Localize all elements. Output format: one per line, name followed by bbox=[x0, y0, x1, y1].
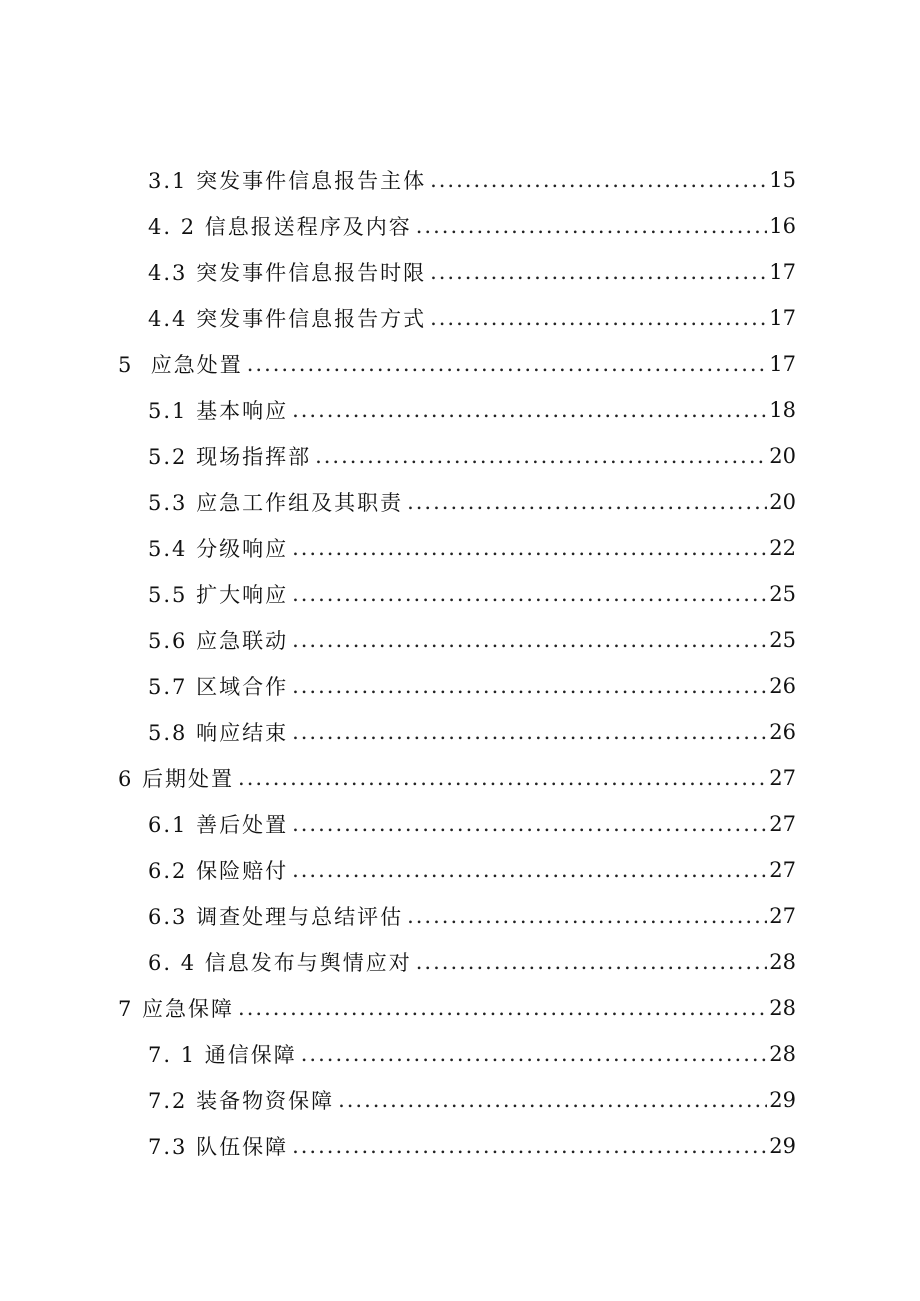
toc-entry-page: 22 bbox=[769, 536, 796, 560]
toc-dot-leader bbox=[430, 260, 767, 284]
toc-entry[interactable] bbox=[0, 847, 796, 893]
toc-entry[interactable] bbox=[0, 387, 796, 433]
toc-dot-leader bbox=[430, 168, 767, 192]
toc-entry-page: 17 bbox=[769, 352, 796, 376]
toc-entry-page: 20 bbox=[769, 490, 796, 514]
toc-entry[interactable] bbox=[0, 663, 796, 709]
toc-dot-leader bbox=[407, 904, 767, 928]
toc-entry-page: 27 bbox=[769, 904, 796, 928]
toc-entry[interactable] bbox=[0, 1123, 796, 1169]
toc-dot-leader bbox=[292, 858, 767, 882]
toc-entry[interactable] bbox=[0, 295, 796, 341]
toc-entry-label: 3.1 突发事件信息报告主体 bbox=[148, 169, 427, 193]
toc-dot-leader bbox=[416, 950, 768, 974]
toc-entry-page: 26 bbox=[769, 720, 796, 744]
toc-dot-leader bbox=[292, 536, 767, 560]
toc-entry[interactable] bbox=[0, 433, 796, 479]
toc-dot-leader bbox=[416, 214, 768, 238]
toc-entry[interactable] bbox=[0, 157, 796, 203]
toc-entry-page: 28 bbox=[769, 996, 796, 1020]
toc-entry-page: 29 bbox=[769, 1134, 796, 1158]
toc-entry-label: 7. 1 通信保障 bbox=[148, 1043, 297, 1067]
toc-entry[interactable] bbox=[0, 1031, 796, 1077]
toc-section-entry[interactable] bbox=[0, 985, 796, 1031]
toc-entry[interactable] bbox=[0, 709, 796, 755]
toc-entry-label: 4.4 突发事件信息报告方式 bbox=[148, 307, 427, 331]
toc-entry-label: 7.2 装备物资保障 bbox=[148, 1089, 335, 1113]
toc-entry[interactable] bbox=[0, 203, 796, 249]
toc-entry-label: 7.3 队伍保障 bbox=[148, 1135, 289, 1159]
toc-entry[interactable] bbox=[0, 801, 796, 847]
toc-entry-label: 4.3 突发事件信息报告时限 bbox=[148, 261, 427, 285]
toc-entry-label: 5 应急处置 bbox=[118, 353, 243, 377]
toc-entry-page: 28 bbox=[769, 1042, 796, 1066]
toc-entry-page: 27 bbox=[769, 812, 796, 836]
toc-entry-page: 25 bbox=[769, 582, 796, 606]
toc-dot-leader bbox=[292, 1134, 767, 1158]
toc-entry-label: 5.1 基本响应 bbox=[148, 399, 289, 423]
toc-entry-label: 5.4 分级响应 bbox=[148, 537, 289, 561]
toc-entry[interactable] bbox=[0, 571, 796, 617]
toc-entry-page: 18 bbox=[769, 398, 796, 422]
toc-entry[interactable] bbox=[0, 1077, 796, 1123]
toc-dot-leader bbox=[292, 674, 767, 698]
toc-dot-leader bbox=[301, 1042, 768, 1066]
toc-dot-leader bbox=[292, 398, 767, 422]
toc-entry-page: 25 bbox=[769, 628, 796, 652]
toc-entry-label: 7 应急保障 bbox=[118, 997, 235, 1021]
toc-dot-leader bbox=[292, 582, 767, 606]
toc-section-entry[interactable] bbox=[0, 341, 796, 387]
toc-entry-page: 17 bbox=[769, 306, 796, 330]
toc-entry[interactable] bbox=[0, 893, 796, 939]
toc-entry-label: 5.5 扩大响应 bbox=[148, 583, 289, 607]
toc-dot-leader bbox=[247, 352, 768, 376]
toc-entry-page: 20 bbox=[769, 444, 796, 468]
toc-dot-leader bbox=[315, 444, 767, 468]
toc-dot-leader bbox=[238, 766, 767, 790]
toc-entry-label: 5.6 应急联动 bbox=[148, 629, 289, 653]
toc-entry-label: 5.8 响应结束 bbox=[148, 721, 289, 745]
toc-entry-page: 15 bbox=[769, 168, 796, 192]
toc-entry-page: 28 bbox=[769, 950, 796, 974]
toc-entry-label: 5.7 区域合作 bbox=[148, 675, 289, 699]
toc-entry-page: 16 bbox=[769, 214, 796, 238]
toc-entry[interactable] bbox=[0, 249, 796, 295]
toc-entry-label: 5.3 应急工作组及其职责 bbox=[148, 491, 404, 515]
toc-entry-label: 5.2 现场指挥部 bbox=[148, 445, 312, 469]
toc-entry-label: 6.3 调查处理与总结评估 bbox=[148, 905, 404, 929]
toc-dot-leader bbox=[238, 996, 767, 1020]
toc-dot-leader bbox=[430, 306, 767, 330]
toc-entry-label: 6.1 善后处置 bbox=[148, 813, 289, 837]
toc-dot-leader bbox=[292, 628, 767, 652]
toc-entry-page: 27 bbox=[769, 766, 796, 790]
table-of-contents bbox=[0, 157, 920, 1169]
toc-dot-leader bbox=[407, 490, 767, 514]
toc-entry-page: 26 bbox=[769, 674, 796, 698]
toc-entry-page: 17 bbox=[769, 260, 796, 284]
toc-entry-page: 29 bbox=[769, 1088, 796, 1112]
toc-entry-page: 27 bbox=[769, 858, 796, 882]
toc-entry[interactable] bbox=[0, 939, 796, 985]
toc-dot-leader bbox=[292, 720, 767, 744]
toc-entry[interactable] bbox=[0, 479, 796, 525]
toc-entry-label: 4. 2 信息报送程序及内容 bbox=[148, 215, 412, 239]
toc-section-entry[interactable] bbox=[0, 755, 796, 801]
toc-dot-leader bbox=[292, 812, 767, 836]
toc-entry-label: 6. 4 信息发布与舆情应对 bbox=[148, 951, 412, 975]
toc-entry-label: 6.2 保险赔付 bbox=[148, 859, 289, 883]
toc-entry-label: 6 后期处置 bbox=[118, 767, 235, 791]
toc-entry[interactable] bbox=[0, 617, 796, 663]
toc-entry[interactable] bbox=[0, 525, 796, 571]
toc-dot-leader bbox=[338, 1088, 767, 1112]
